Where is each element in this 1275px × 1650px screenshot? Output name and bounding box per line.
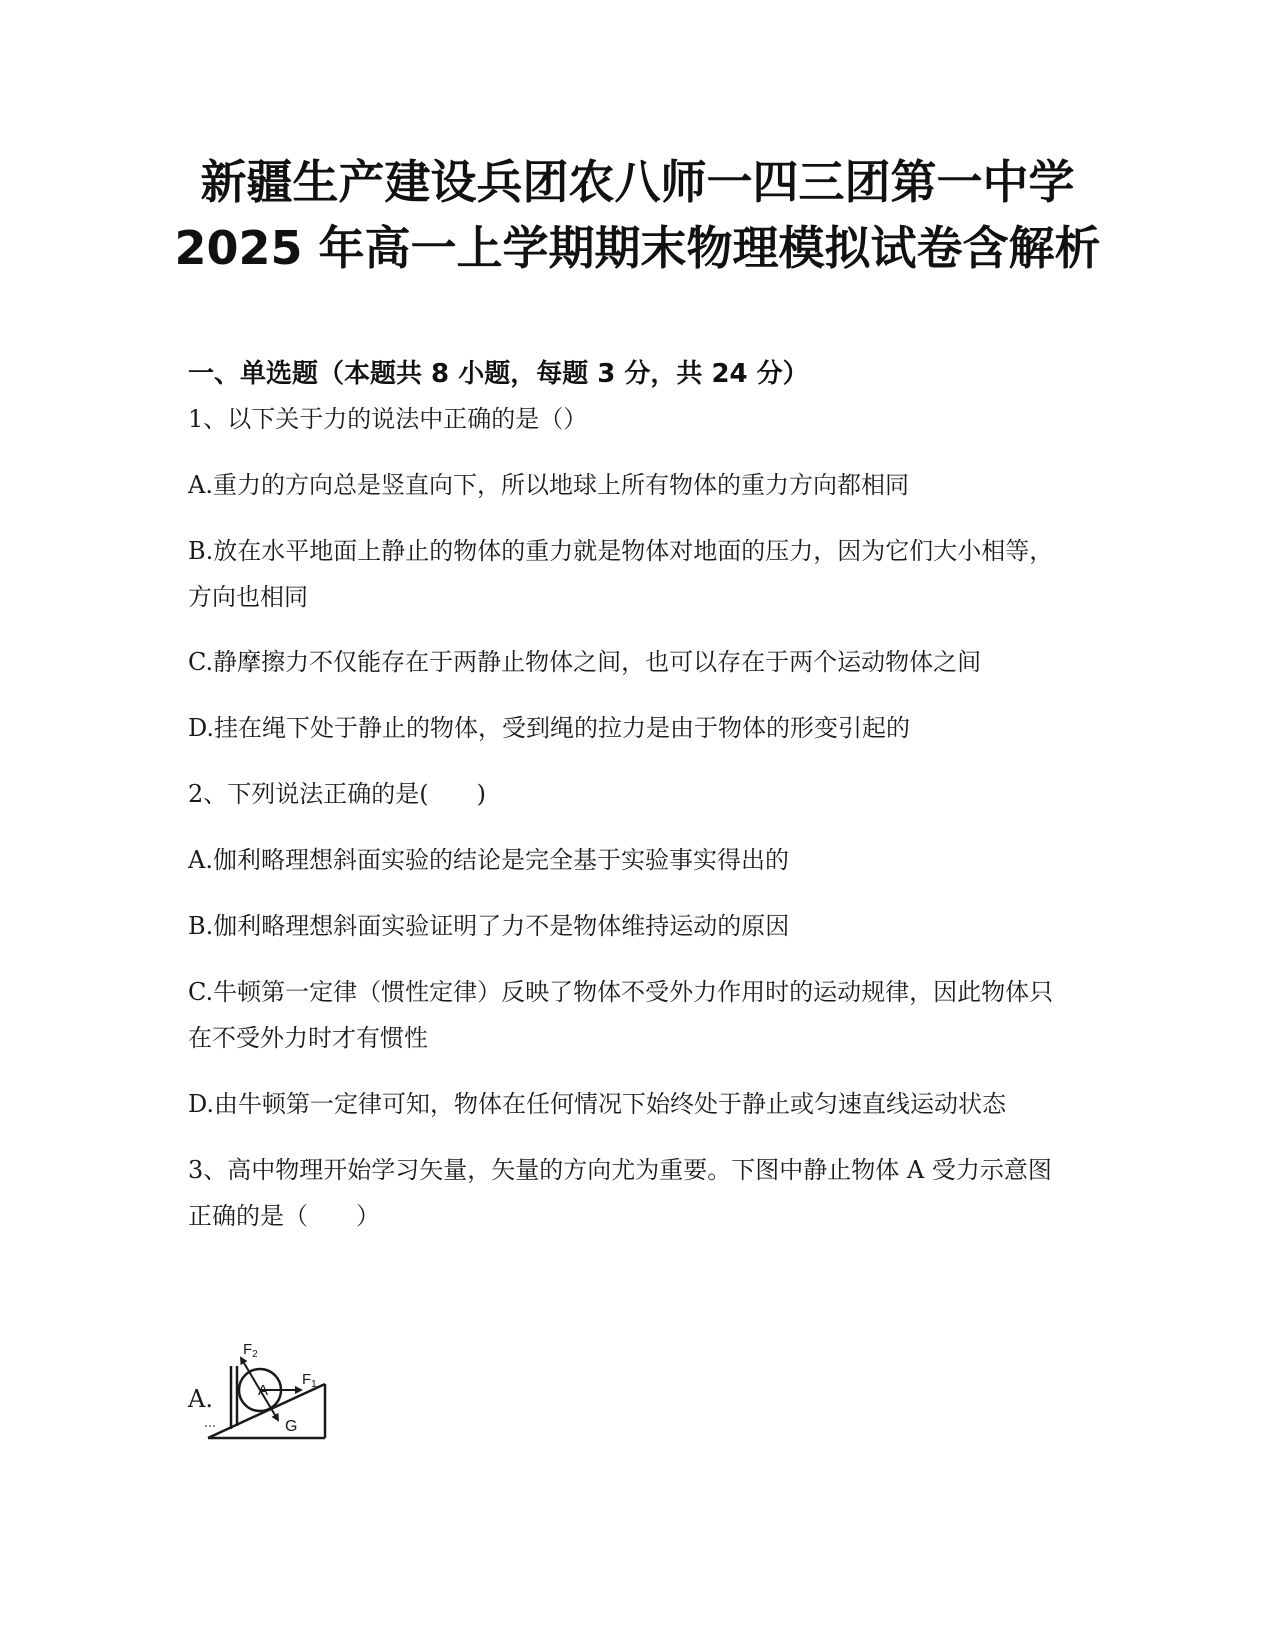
label-g: G [285, 1418, 298, 1435]
label-f1: $F_1$ [302, 1371, 317, 1390]
question-1-option-c: C.静摩擦力不仅能存在于两静止物体之间，也可以存在于两个运动物体之间 [188, 648, 982, 676]
section-heading: 一、单选题（本题共 8 小题，每题 3 分，共 24 分） [188, 359, 809, 389]
document-title-line-2: 2025 年高一上学期期末物理模拟试卷含解析 [174, 221, 1101, 275]
question-3-stem-line-2: 正确的是（ ） [188, 1202, 380, 1230]
question-2-option-b: B.伽利略理想斜面实验证明了力不是物体维持运动的原因 [188, 912, 790, 940]
question-2-option-a: A.伽利略理想斜面实验的结论是完全基于实验事实得出的 [188, 846, 789, 874]
question-2-option-d: D.由牛顿第一定律可知，物体在任何情况下始终处于静止或匀速直线运动状态 [188, 1090, 1007, 1118]
question-1-option-a: A.重力的方向总是竖直向下，所以地球上所有物体的重力方向都相同 [188, 471, 909, 499]
question-2-option-c-line-2: 在不受外力时才有惯性 [188, 1024, 428, 1052]
force-diagram-a [205, 1334, 355, 1444]
question-3-stem-line-1: 3、高中物理开始学习矢量，矢量的方向尤为重要。下图中静止物体 A 受力示意图 [188, 1156, 1052, 1184]
label-f2: $F_2$ [243, 1341, 258, 1360]
question-1-option-d: D.挂在绳下处于静止的物体，受到绳的拉力是由于物体的形变引起的 [188, 714, 911, 742]
question-2-option-c-line-1: C.牛顿第一定律（惯性定律）反映了物体不受外力作用时的运动规律，因此物体只 [188, 978, 1054, 1006]
question-1-option-b-line-2: 方向也相同 [188, 583, 308, 611]
question-1-stem: 1、以下关于力的说法中正确的是（） [188, 405, 588, 433]
question-2-stem: 2、下列说法正确的是( ) [188, 780, 486, 808]
figure-option-a-label: A. [188, 1385, 213, 1413]
question-1-option-b-line-1: B.放在水平地面上静止的物体的重力就是物体对地面的压力，因为它们大小相等， [188, 537, 1054, 565]
vertical-wall [231, 1366, 237, 1429]
label-a: A [258, 1382, 269, 1399]
document-title-line-1: 新疆生产建设兵团农八师一四三团第一中学 [200, 155, 1075, 209]
